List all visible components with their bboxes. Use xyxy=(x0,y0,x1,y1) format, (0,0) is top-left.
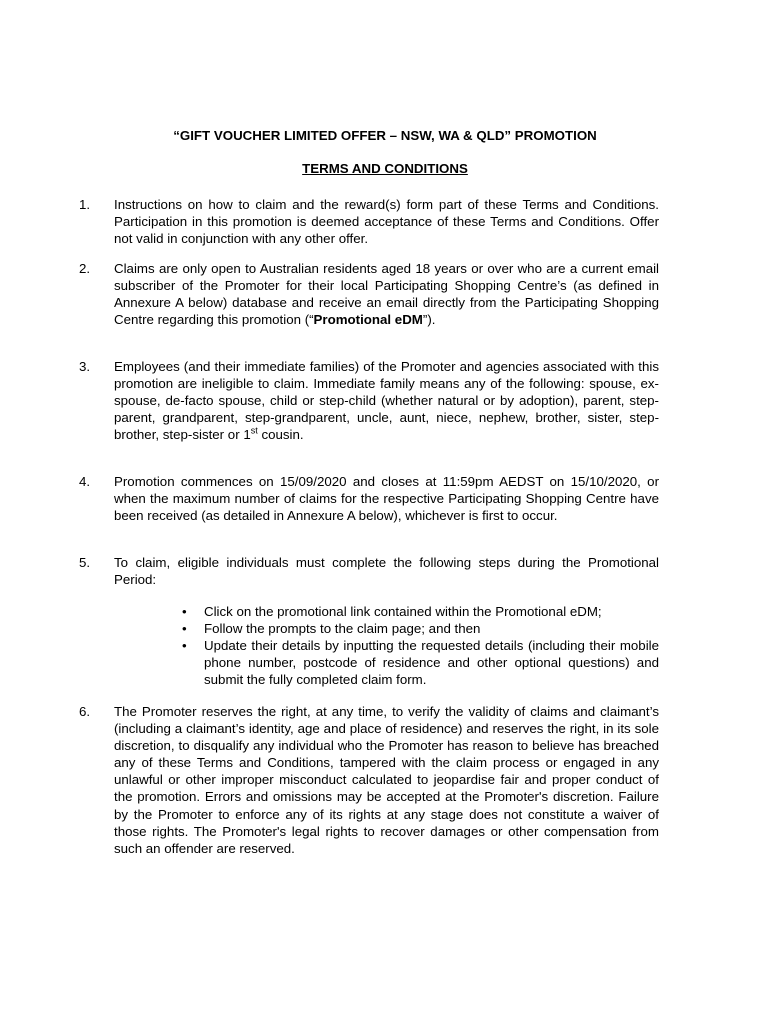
ordinal-superscript: st xyxy=(250,425,258,436)
clause-number: 6. xyxy=(79,704,91,719)
clause-2 xyxy=(79,260,659,328)
clause-5 xyxy=(79,554,659,588)
list-item-text: Click on the promotional link contained within the Promotional eDM; xyxy=(204,604,602,619)
list-item-text: Follow the prompts to the claim page; and then xyxy=(204,621,481,637)
clause-text: Promotion commences on 15/09/2020 and closes at 11:59pm AEDST on 15/10/2020, or when the maximum number of claims for the respective Participating Shopping Centre have been received (as detailed in Annexure A below), whichever is first to occur. xyxy=(114,474,659,524)
clause-1 xyxy=(79,196,659,247)
bullet-icon: • xyxy=(182,604,187,619)
bullet-icon: • xyxy=(182,621,187,637)
clause-text: Instructions on how to claim and the reward(s) form part of these Terms and Conditions. Participation in this promotion is deemed acceptance of these Terms and Conditions. Offer not valid in conjunction with any other offer. xyxy=(114,197,659,247)
clause-text-part: Claims are only open to Australian residents aged 18 years or over who are a current email subscriber of the Promoter for their local Participating Shopping Centre’s (as defined in Annexure A below) database and receive an email directly from the Participating Shopping Centre regarding this promotion (“ xyxy=(114,261,659,328)
clause-3 xyxy=(79,358,659,443)
terms-heading: TERMS AND CONDITIONS xyxy=(302,161,468,176)
clause-number: 3. xyxy=(79,359,91,374)
list-item-text: Update their details by inputting the requested details (including their mobile phone number, postcode of residence and other optional questions) and submit the fully completed claim form. xyxy=(204,638,659,688)
clause-number: 2. xyxy=(79,261,91,276)
clause-text-part: Employees (and their immediate families) of the Promoter and agencies associated with this promotion are ineligible to claim. Immediate family means any of the following: spouse, ex-spouse, de-facto spouse, child or step-child (whether natural or by adoption), parent, step-parent, grandparent, step-grandparent, uncle, aunt, niece, nephew, brother, sister, step-brother, step-sister or 1 xyxy=(114,359,659,443)
clause-text: The Promoter reserves the right, at any time, to verify the validity of claims and claimant’s (including a claimant’s identity, age and place of residence) and reserves the right, in its sole discretion, to disqualify any individual who the Promoter has reason to believe has breached any of these Terms and Conditions, tampered with the claim process or engaged in any unlawful or other improper misconduct calculated to jeopardise fair and proper conduct of the promotion. Errors and omissions may be accepted at the Promoter's discretion. Failure by the Promoter to enforce any of its rights at any stage does not constitute a waiver of those rights. The Promoter's legal rights to recover damages or other compensation from such an offender are reserved. xyxy=(114,704,659,856)
clause-number: 5. xyxy=(79,555,91,570)
list-item xyxy=(176,620,659,637)
claim-steps-list xyxy=(176,603,659,688)
list-item xyxy=(176,603,659,620)
clause-text xyxy=(114,260,659,328)
clause-number: 1. xyxy=(79,197,91,212)
clause-6 xyxy=(79,703,659,857)
clause-number: 4. xyxy=(79,474,91,489)
clause-text: To claim, eligible individuals must complete the following steps during the Promotional Period: xyxy=(114,555,659,588)
promotional-edm-term: Promotional eDM xyxy=(313,312,423,328)
list-item xyxy=(176,637,659,688)
promotion-title: “GIFT VOUCHER LIMITED OFFER – NSW, WA & QLD” PROMOTION xyxy=(173,128,597,143)
clause-4 xyxy=(79,473,659,524)
clause-text-part: cousin. xyxy=(257,427,304,443)
clause-text-part: ”). xyxy=(422,312,436,328)
bullet-icon: • xyxy=(182,638,187,654)
clause-text xyxy=(114,358,659,443)
